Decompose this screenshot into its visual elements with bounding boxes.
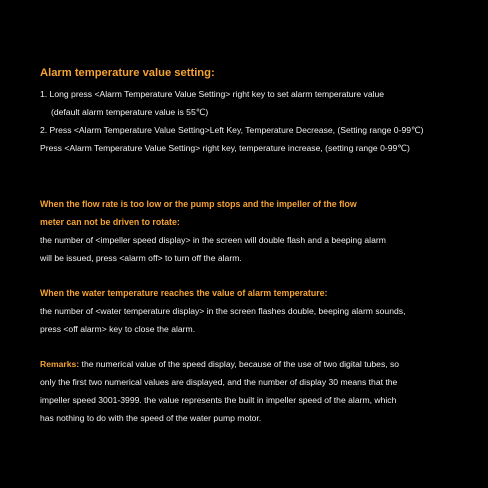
flow-alarm-heading-1: When the flow rate is too low or the pump stops and the impeller of the flow bbox=[40, 199, 357, 209]
remarks-line-3: impeller speed 3001-3999. the value represents the built in impeller speed of the alarm, which bbox=[40, 395, 397, 405]
alarm-temperature-setting-section bbox=[40, 66, 480, 157]
water-alarm-section bbox=[40, 284, 480, 338]
alarm-setting-title: Alarm temperature value setting: bbox=[40, 67, 215, 79]
water-alarm-line-1: the number of <water temperature display> in the screen flashes double, beeping alarm sounds, bbox=[40, 306, 406, 316]
remarks-label: Remarks: bbox=[40, 359, 80, 369]
remarks-section bbox=[40, 355, 480, 427]
remarks-line-4: has nothing to do with the speed of the water pump motor. bbox=[40, 413, 262, 423]
instruction-document bbox=[40, 66, 480, 427]
flow-alarm-line-2: will be issued, press <alarm off> to turn off the alarm. bbox=[40, 253, 242, 263]
flow-alarm-line-1: the number of <impeller speed display> in the screen will double flash and a beeping alarm bbox=[40, 235, 386, 245]
alarm-setting-line-2: (default alarm temperature value is 55℃) bbox=[51, 107, 209, 117]
flow-alarm-heading-2: meter can not be driven to rotate: bbox=[40, 217, 180, 227]
alarm-setting-line-1: 1. Long press <Alarm Temperature Value Setting> right key to set alarm temperature value bbox=[40, 89, 385, 99]
alarm-setting-line-4: Press <Alarm Temperature Value Setting> right key, temperature increase, (setting range 0-99℃) bbox=[40, 143, 410, 153]
remarks-line-1-text: the numerical value of the speed display, because of the use of two digital tubes, so bbox=[79, 359, 400, 369]
water-alarm-line-2: press <off alarm> key to close the alarm. bbox=[40, 324, 196, 334]
alarm-setting-line-3: 2. Press <Alarm Temperature Value Setting>Left Key, Temperature Decrease, (Setting range 0-99℃) bbox=[40, 125, 424, 135]
flow-alarm-section bbox=[40, 195, 480, 267]
remarks-line-1 bbox=[40, 355, 480, 373]
water-alarm-heading: When the water temperature reaches the value of alarm temperature: bbox=[40, 288, 328, 298]
remarks-line-2: only the first two numerical values are displayed, and the number of display 30 means that the bbox=[40, 377, 398, 387]
